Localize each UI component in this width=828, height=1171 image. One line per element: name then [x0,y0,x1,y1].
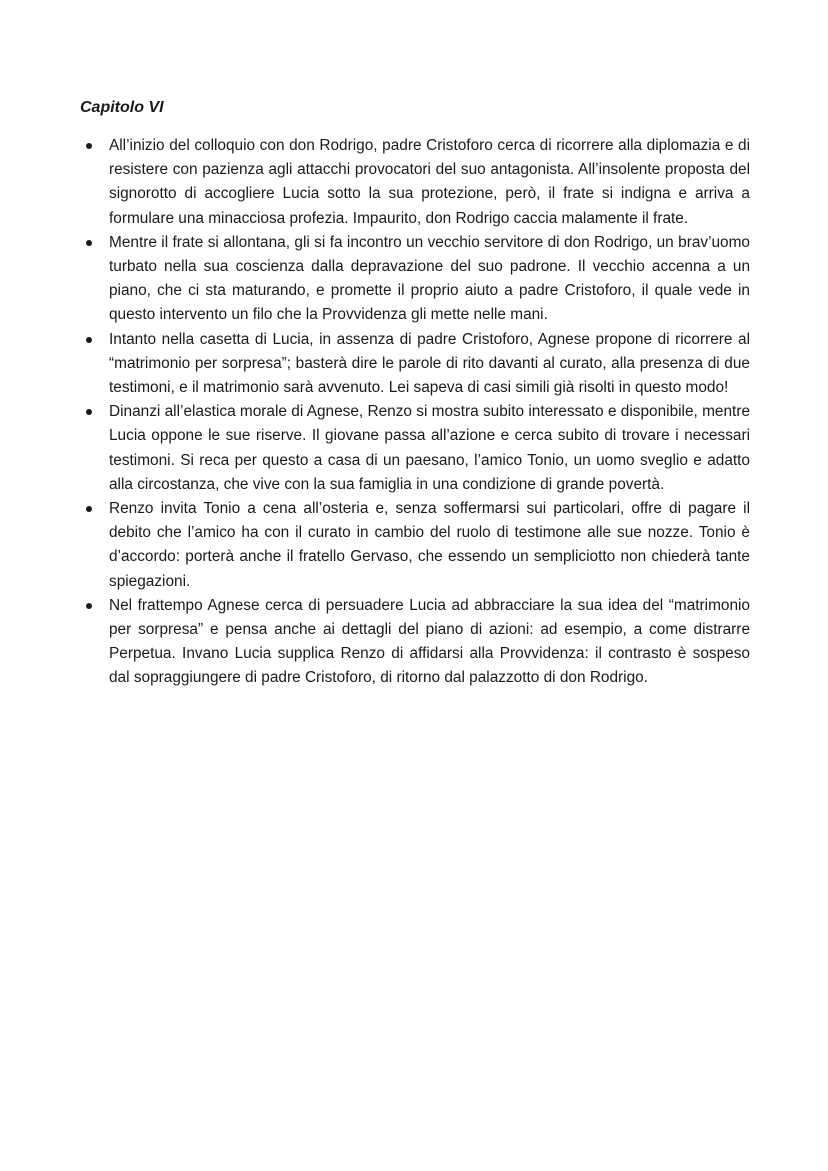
chapter-title: Capitolo VI [80,99,164,116]
bullet-icon [86,603,92,609]
bullet-icon [86,409,92,415]
summary-paragraph-text: Intanto nella casetta di Lucia, in assenza di padre Cristoforo, Agnese propone di ricorrere al “matrimonio per sorpresa”; basterà dire le parole di rito davanti al curato, alla presenza di due testimoni, e il matrimonio sarà avvenuto. Lei sapeva di casi simili già risolti in questo modo! [109,330,750,397]
summary-paragraph-text: Dinanzi all’elastica morale di Agnese, Renzo si mostra subito interessato e disponibile, mentre Lucia oppone le sue riserve. Il giovane passa all’azione e cerca subito di trovare i necessari testimoni. Si reca per questo a casa di un paesano, l’amico Tonio, un uomo sveglio e adatto alla circostanza, che vive con la sua famiglia in una condizione di grande povertà. [109,403,750,493]
summary-paragraph-text: Mentre il frate si allontana, gli si fa incontro un vecchio servitore di don Rodrigo, un brav’uomo turbato nella sua coscienza dalla depravazione del suo padrone. Il vecchio accenna a un piano, che ci sta maturando, e promette il proprio aiuto a padre Cristoforo, il quale vede in questo intervento un filo che la Provvidenza gli mette nelle mani. [109,233,750,324]
bullet-icon [86,240,92,246]
summary-bullet-list [80,134,750,691]
bullet-icon [86,506,92,512]
summary-paragraph-text: Renzo invita Tonio a cena all’osteria e, senza soffermarsi sui particolari, offre di pagare il debito che l’amico ha con il curato in cambio del ruolo di testimone alle sue nozze. Tonio è d’accordo: porterà anche il fratello Gervaso, che essendo un sempliciotto non chiederà tante spiegazioni. [109,500,750,590]
summary-bullet-item [80,497,750,594]
summary-bullet-item [80,400,750,497]
summary-bullet-item [80,231,750,328]
summary-bullet-item [80,134,750,231]
summary-bullet-item [80,328,750,401]
summary-bullet-item [80,594,750,691]
summary-paragraph-text: Nel frattempo Agnese cerca di persuadere Lucia ad abbracciare la sua idea del “matrimonio per sorpresa” e pensa anche ai dettagli del piano di azioni: ad esempio, a come distrarre Perpetua. Invano Lucia supplica Renzo di affidarsi alla Provvidenza: il contrasto è sospeso dal sopraggiungere di padre Cristoforo, di ritorno dal palazzotto di don Rodrigo. [109,596,750,687]
summary-paragraph-text: All’inizio del colloquio con don Rodrigo, padre Cristoforo cerca di ricorrere alla diplomazia e di resistere con pazienza agli attacchi provocatori del suo antagonista. All’insolente proposta del signorotto di accogliere Lucia sotto la sua protezione, però, il frate si indigna e arriva a formulare una minacciosa profezia. Impaurito, don Rodrigo caccia malamente il frate. [109,137,750,227]
bullet-icon [86,337,92,343]
bullet-icon [86,143,92,149]
document-page [80,96,750,691]
